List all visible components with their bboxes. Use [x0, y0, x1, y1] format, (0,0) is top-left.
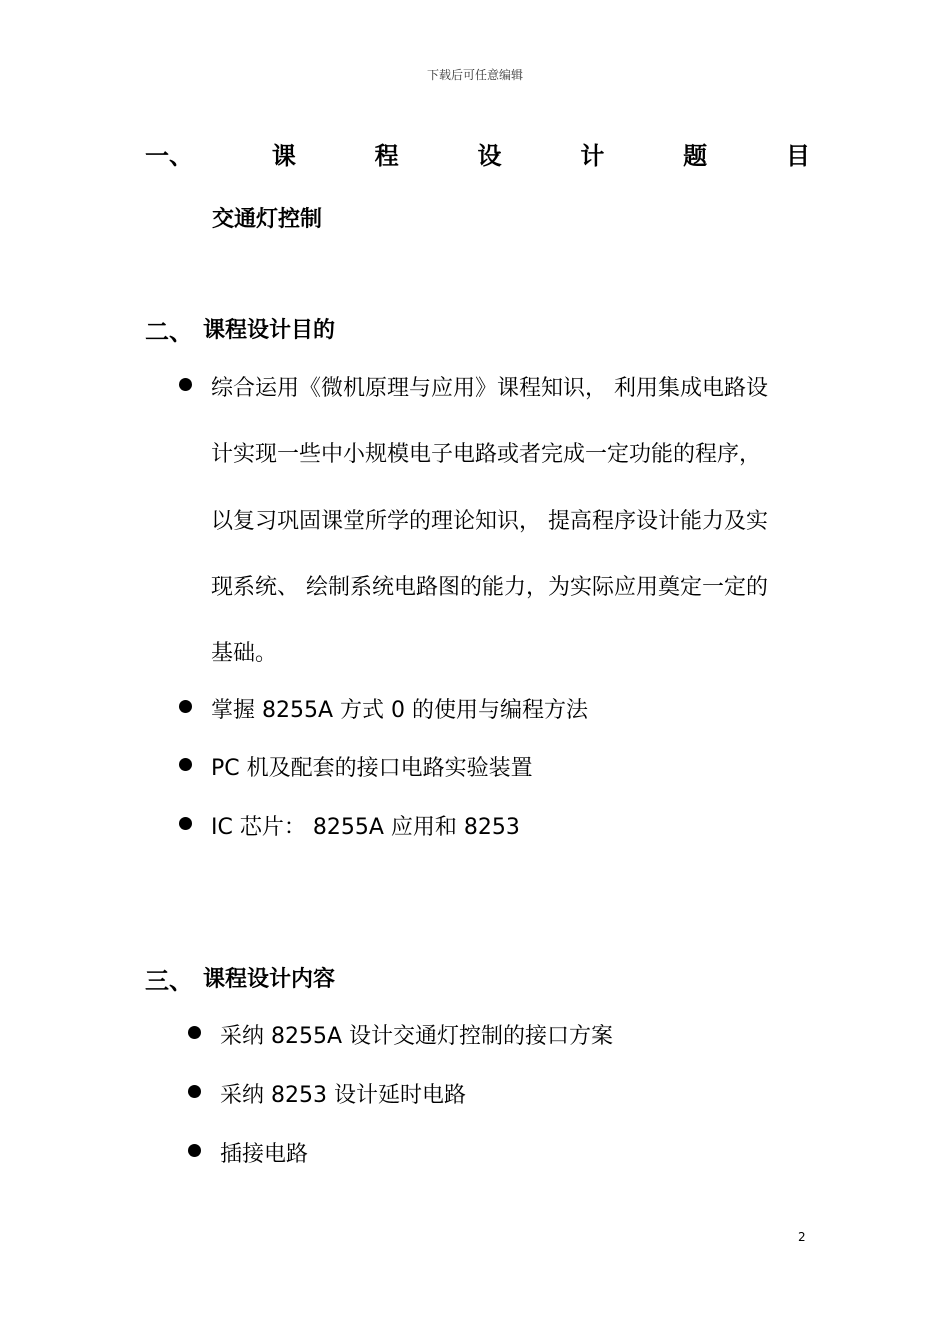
section2-number: 二、 — [145, 318, 193, 346]
bullet-icon — [188, 1085, 201, 1098]
list-item: IC 芯片： 8255A 应用和 8253 — [211, 815, 520, 840]
section1-title-char: 计 — [580, 142, 605, 170]
section3-title: 课程设计内容 — [203, 967, 336, 992]
bullet-icon — [179, 817, 192, 830]
page-header: 下载后可任意编辑 — [426, 68, 523, 82]
list-item: PC 机及配套的接口电路实验装置 — [211, 756, 533, 781]
bullet-icon — [188, 1144, 201, 1157]
bullet-icon — [179, 758, 192, 771]
bullet-icon — [179, 700, 192, 713]
bullet-icon — [188, 1026, 201, 1039]
section2-title: 课程设计目的 — [203, 318, 336, 343]
section1-topic: 交通灯控制 — [212, 207, 323, 232]
list-item: 插接电路 — [220, 1142, 309, 1167]
section1-number: 一、 — [145, 142, 193, 170]
section1-title-char: 题 — [683, 142, 708, 170]
page-number: 2 — [798, 1230, 806, 1244]
paragraph-line: 综合运用《微机原理与应用》课程知识， 利用集成电路设 — [211, 376, 768, 401]
section1-title-char: 目 — [785, 142, 810, 170]
section1-title-char: 程 — [374, 142, 399, 170]
paragraph-line: 基础。 — [211, 641, 278, 666]
section1-title-char: 课 — [271, 142, 296, 170]
section3-number: 三、 — [145, 967, 193, 995]
list-item: 掌握 8255A 方式 0 的使用与编程方法 — [211, 698, 589, 723]
paragraph-line: 以复习巩固课堂所学的理论知识， 提高程序设计能力及实 — [211, 509, 768, 534]
paragraph-line: 计实现一些中小规模电子电路或者完成一定功能的程序， — [211, 442, 762, 467]
list-item: 采纳 8255A 设计交通灯控制的接口方案 — [220, 1024, 614, 1049]
section1-heading — [145, 136, 810, 171]
paragraph-line: 现系统、 绘制系统电路图的能力，为实际应用奠定一定的 — [211, 575, 768, 600]
section1-title-char: 设 — [477, 142, 502, 170]
bullet-icon — [179, 378, 192, 391]
list-item: 采纳 8253 设计延时电路 — [220, 1083, 466, 1108]
